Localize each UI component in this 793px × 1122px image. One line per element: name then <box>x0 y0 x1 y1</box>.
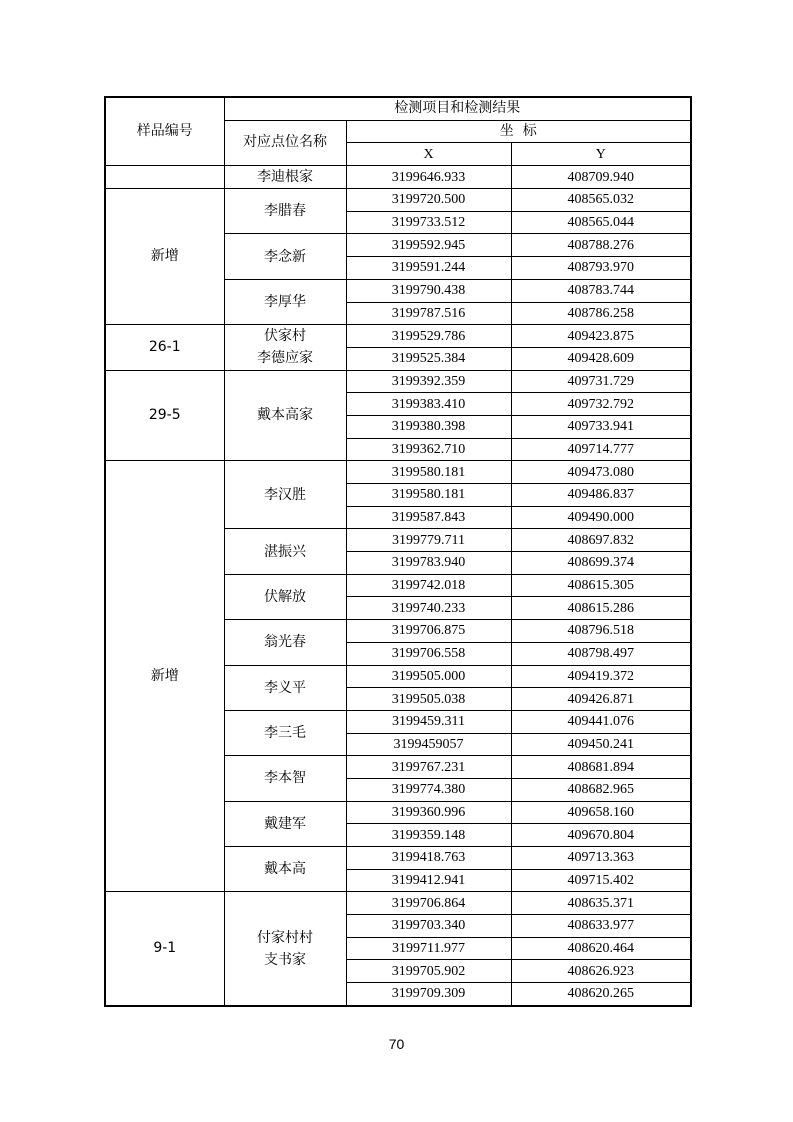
coord-x-cell: 3199733.512 <box>346 211 511 234</box>
coord-x-cell: 3199592.945 <box>346 234 511 257</box>
table-row <box>105 325 691 348</box>
point-name-cell <box>224 279 346 324</box>
coord-x-cell: 3199392.359 <box>346 370 511 393</box>
coord-x-cell: 3199740.233 <box>346 597 511 620</box>
sample-id-cell <box>105 166 224 189</box>
coord-x-cell: 3199587.843 <box>346 506 511 529</box>
point-name-cell <box>224 529 346 574</box>
coord-x-cell: 3199418.763 <box>346 847 511 870</box>
table-row <box>105 189 691 212</box>
coord-x-cell: 3199706.558 <box>346 642 511 665</box>
table-row <box>105 166 691 189</box>
coord-y-cell: 409419.372 <box>511 665 691 688</box>
coord-y-cell: 409428.609 <box>511 347 691 370</box>
coord-x-cell: 3199646.933 <box>346 166 511 189</box>
coord-x-cell: 3199774.380 <box>346 778 511 801</box>
point-name-line: 戴建军 <box>264 815 306 832</box>
sample-id-cell: 9-1 <box>105 892 224 1006</box>
point-name-line: 李三毛 <box>264 725 306 742</box>
coord-x-cell: 3199711.977 <box>346 937 511 960</box>
point-name-line: 戴本高 <box>264 861 306 878</box>
point-name-line: 付家村村 <box>257 929 313 946</box>
coord-x-cell: 3199505.000 <box>346 665 511 688</box>
coord-y-cell: 409715.402 <box>511 869 691 892</box>
coord-y-cell: 408798.497 <box>511 642 691 665</box>
coord-y-cell: 408635.371 <box>511 892 691 915</box>
coord-x-cell: 3199787.516 <box>346 302 511 325</box>
coord-y-cell: 408788.276 <box>511 234 691 257</box>
coord-y-cell: 408620.265 <box>511 983 691 1006</box>
point-name-cell <box>224 574 346 619</box>
point-name-line: 李本智 <box>264 770 306 787</box>
point-name-cell <box>224 665 346 710</box>
point-name-cell <box>224 847 346 892</box>
coord-x-cell: 3199580.181 <box>346 461 511 484</box>
coord-x-cell: 3199783.940 <box>346 552 511 575</box>
coord-x-cell: 3199505.038 <box>346 688 511 711</box>
coord-x-cell: 3199412.941 <box>346 869 511 892</box>
point-name-cell <box>224 756 346 801</box>
coord-y-cell: 408697.832 <box>511 529 691 552</box>
coord-y-cell: 409658.160 <box>511 801 691 824</box>
coord-y-cell: 408783.744 <box>511 279 691 302</box>
point-name-cell <box>224 325 346 370</box>
table-row <box>105 370 691 393</box>
header-y: Y <box>511 143 691 166</box>
point-name-line: 伏家村 <box>264 328 306 345</box>
coord-y-cell: 408633.977 <box>511 915 691 938</box>
results-table <box>104 96 692 1007</box>
coord-x-cell: 3199383.410 <box>346 393 511 416</box>
point-name-line: 李德应家 <box>257 350 313 367</box>
coord-y-cell: 409426.871 <box>511 688 691 711</box>
point-name-cell <box>224 801 346 846</box>
coord-x-cell: 3199380.398 <box>346 415 511 438</box>
sample-id-cell: 29-5 <box>105 370 224 461</box>
coord-y-cell: 408786.258 <box>511 302 691 325</box>
coord-x-cell: 3199360.996 <box>346 801 511 824</box>
header-sample-id: 样品编号 <box>105 97 224 166</box>
page-number: 70 <box>388 1036 405 1052</box>
coord-y-cell: 409733.941 <box>511 415 691 438</box>
coord-y-cell: 408796.518 <box>511 620 691 643</box>
coord-y-cell: 408793.970 <box>511 257 691 280</box>
coord-y-cell: 408626.923 <box>511 960 691 983</box>
coord-x-cell: 3199459.311 <box>346 710 511 733</box>
coord-y-cell: 408709.940 <box>511 166 691 189</box>
point-name-line: 李腊春 <box>264 203 306 220</box>
point-name-line: 李义平 <box>264 679 306 696</box>
coord-y-cell: 409441.076 <box>511 710 691 733</box>
sample-id-cell: 26-1 <box>105 325 224 370</box>
point-name-cell <box>224 620 346 665</box>
point-name-cell <box>224 189 346 234</box>
coord-y-cell: 409731.729 <box>511 370 691 393</box>
point-name-cell <box>224 461 346 529</box>
point-name-cell <box>224 234 346 279</box>
point-name-cell <box>224 710 346 755</box>
coord-y-cell: 408682.965 <box>511 778 691 801</box>
results-table-body <box>105 97 691 1006</box>
point-name-line: 支书家 <box>264 951 306 968</box>
coord-x-cell: 3199709.309 <box>346 983 511 1006</box>
point-name-line: 李厚华 <box>264 294 306 310</box>
header-row-1 <box>105 97 691 120</box>
coord-x-cell: 3199767.231 <box>346 756 511 779</box>
coord-x-cell: 3199525.384 <box>346 347 511 370</box>
coord-x-cell: 3199362.710 <box>346 438 511 461</box>
coord-y-cell: 408615.305 <box>511 574 691 597</box>
point-name-cell <box>224 370 346 461</box>
point-name-line: 翁光春 <box>264 634 306 651</box>
sample-id-cell: 新增 <box>105 461 224 892</box>
coord-x-cell: 3199529.786 <box>346 325 511 348</box>
coord-y-cell: 409423.875 <box>511 325 691 348</box>
coord-y-cell: 408699.374 <box>511 552 691 575</box>
coord-x-cell: 3199720.500 <box>346 189 511 212</box>
coord-y-cell: 408615.286 <box>511 597 691 620</box>
point-name-cell <box>224 892 346 1006</box>
sample-id-cell: 新增 <box>105 189 224 325</box>
coord-x-cell: 3199706.875 <box>346 620 511 643</box>
coord-y-cell: 409732.792 <box>511 393 691 416</box>
coord-y-cell: 408565.032 <box>511 189 691 212</box>
coord-x-cell: 3199459057 <box>346 733 511 756</box>
point-name-line: 伏解放 <box>264 588 306 605</box>
coord-y-cell: 409450.241 <box>511 733 691 756</box>
coord-y-cell: 409490.000 <box>511 506 691 529</box>
coord-y-cell: 409714.777 <box>511 438 691 461</box>
coord-y-cell: 408565.044 <box>511 211 691 234</box>
coord-x-cell: 3199705.902 <box>346 960 511 983</box>
coord-x-cell: 3199580.181 <box>346 484 511 507</box>
header-detection: 检测项目和检测结果 <box>224 97 691 120</box>
coord-y-cell: 408620.464 <box>511 937 691 960</box>
coord-y-cell: 409670.804 <box>511 824 691 847</box>
coord-x-cell: 3199703.340 <box>346 915 511 938</box>
table-row <box>105 892 691 915</box>
point-name-line: 湛振兴 <box>264 543 306 560</box>
coord-y-cell: 408681.894 <box>511 756 691 779</box>
point-name-line: 李迪根家 <box>257 169 313 186</box>
point-name-cell <box>224 166 346 189</box>
point-name-line: 李念新 <box>264 248 306 265</box>
coord-y-cell: 409713.363 <box>511 847 691 870</box>
coord-y-cell: 409486.837 <box>511 484 691 507</box>
coord-x-cell: 3199359.148 <box>346 824 511 847</box>
coord-x-cell: 3199706.864 <box>346 892 511 915</box>
header-x: X <box>346 143 511 166</box>
point-name-line: 戴本高家 <box>257 407 313 424</box>
table-row <box>105 461 691 484</box>
coord-y-cell: 409473.080 <box>511 461 691 484</box>
header-point-name: 对应点位名称 <box>224 120 346 165</box>
coord-x-cell: 3199742.018 <box>346 574 511 597</box>
point-name-line: 李汉胜 <box>264 486 306 503</box>
coord-x-cell: 3199779.711 <box>346 529 511 552</box>
coord-x-cell: 3199790.438 <box>346 279 511 302</box>
coord-x-cell: 3199591.244 <box>346 257 511 280</box>
header-coordinate: 坐 标 <box>346 120 691 143</box>
